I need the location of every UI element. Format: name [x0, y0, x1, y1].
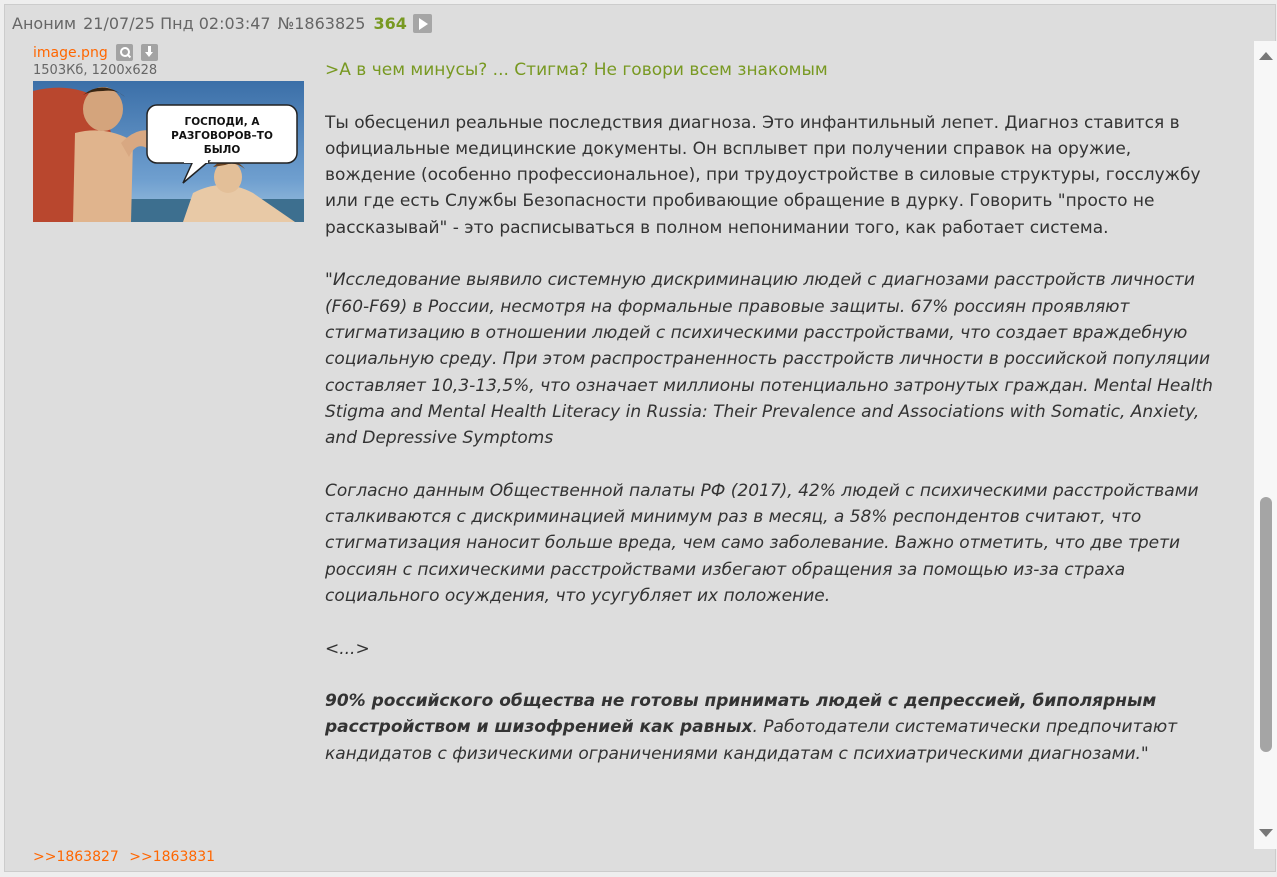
post-date: 21/07/25 Пнд 02:03:47 [83, 14, 271, 33]
file-info [33, 42, 158, 78]
post-count: 364 [373, 14, 407, 33]
scroll-down-arrow-icon[interactable] [1259, 829, 1273, 837]
post-container [4, 4, 1276, 872]
search-icon[interactable] [116, 44, 133, 61]
italic-paragraph: "Исследование выявило системную дискриминацию людей с диагнозами расстройств личности (F60-F69) в России, несмотря на формальные правовые защиты. 67% россиян проявляют стигматизацию в отношении людей с психическими расстройствами, что создает враждебную социальную среду. При этом распространенность расстройств личности в российской популяции составляет 10,3-13,5%, что означает миллионы потенциально затронутых граждан. Mental Health Stigma and Mental Health Literacy in Russia: Their Prevalence and Associations with Somatic, Anxiety, and Depressive Symptoms [325, 270, 1213, 449]
reply-link[interactable]: >>1863831 [129, 849, 216, 865]
italic-paragraph [325, 688, 1225, 767]
ellipsis-text: <...> [325, 638, 370, 659]
greentext-quote: >А в чем минусы? ... Стигма? Не говори всем знакомым [325, 60, 828, 80]
play-icon[interactable] [413, 14, 432, 33]
svg-text:РАЗГОВОРОВ–ТО: РАЗГОВОРОВ–ТО [171, 130, 273, 142]
download-icon[interactable] [141, 44, 158, 61]
image-thumbnail[interactable] [33, 81, 304, 222]
svg-text:ГОСПОДИ, А: ГОСПОДИ, А [184, 116, 260, 128]
scrollbar-thumb[interactable] [1260, 497, 1272, 752]
scrollbar[interactable] [1254, 41, 1277, 849]
reply-links [33, 849, 221, 865]
scroll-up-arrow-icon[interactable] [1259, 52, 1273, 60]
paragraph: Ты обесценил реальные последствия диагноза. Это инфантильный лепет. Диагноз ставится в официальные медицинские документы. Он всплывет при получении справок на оружие, вождение (особенно профессиональное), при трудоустройстве в силовые структуры, госслужбу или где есть Службы Безопасности пробивающие обращение в дурку. Говорить "просто не рассказывай" - это расписываться в полном непонимании того, как работает система. [325, 112, 1201, 238]
paragraph-rest: . Работодатели систематически предпочитают кандидатов с физическими ограничениями кандидатам с психиатрическими диагнозами." [325, 717, 1178, 764]
post-header [12, 14, 432, 33]
svg-text:БЫЛО: БЫЛО [203, 144, 241, 156]
file-name-link[interactable]: image.png [33, 44, 108, 61]
post-message [325, 57, 1225, 847]
post-number[interactable]: №1863825 [277, 14, 366, 33]
file-meta: 1503Кб, 1200x628 [33, 63, 158, 78]
bold-statement: 90% российского общества не готовы принимать людей с депрессией, биполярным расстройством и шизофренией как равных [325, 691, 1157, 738]
italic-paragraph: Согласно данным Общественной палаты РФ (2017), 42% людей с психическими расстройствами сталкиваются с дискриминацией минимум раз в месяц, а 58% респондентов считают, что стигматизация наносит больше вреда, чем само заболевание. Важно отметить, что две трети россиян с психическими расстройствами избегают обращения за помощью из-за страха социального осуждения, что усугубляет их положение. [325, 480, 1199, 606]
poster-name: Аноним [12, 14, 77, 33]
reply-link[interactable]: >>1863827 [33, 849, 119, 865]
